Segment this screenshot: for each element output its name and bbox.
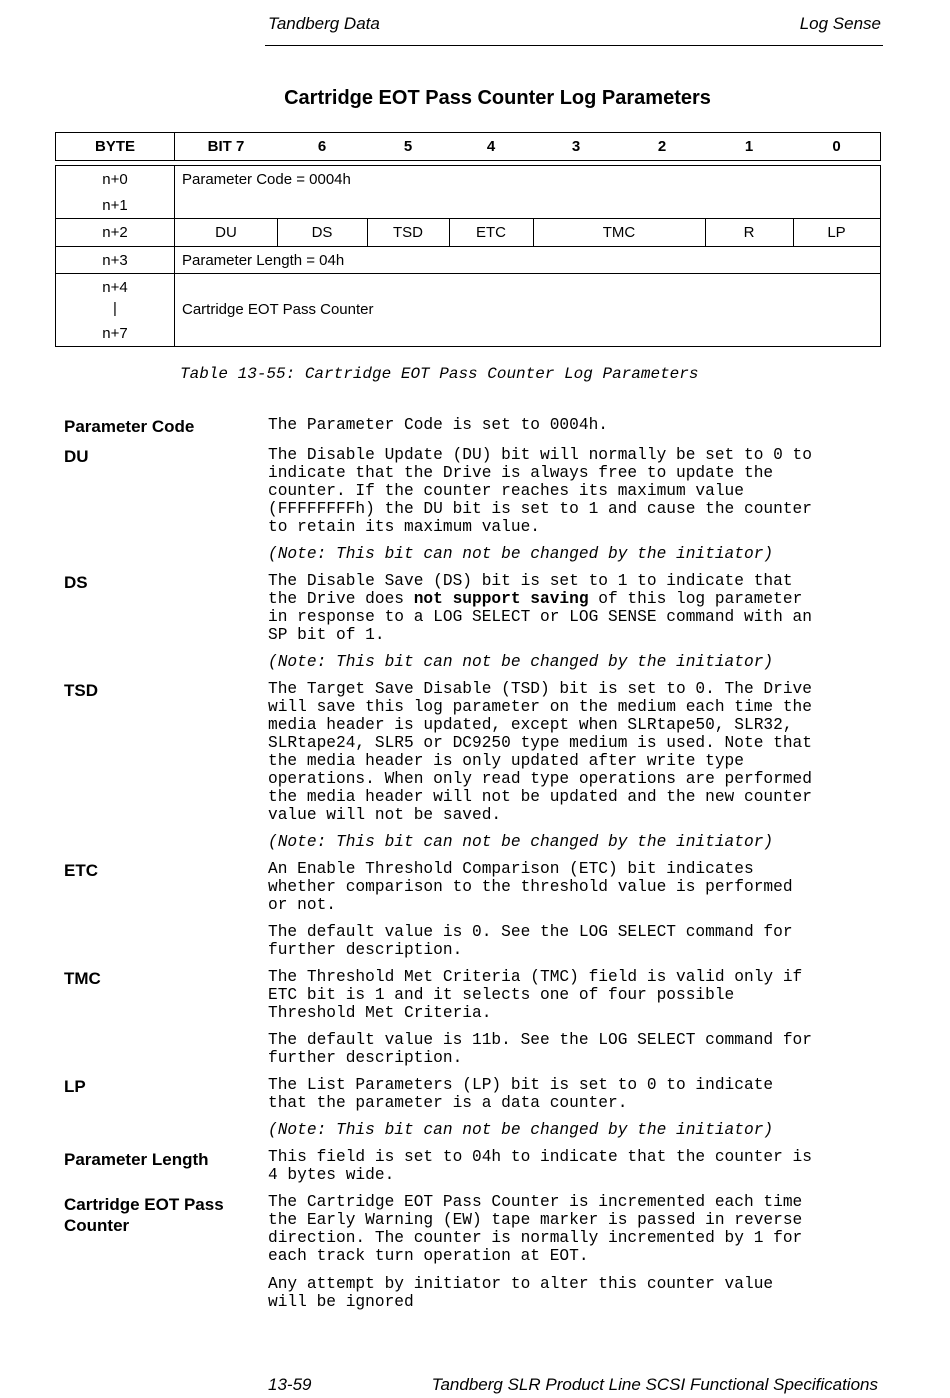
th-bit2: 2: [657, 138, 667, 155]
parameter-code-cell: Parameter Code = 0004h: [182, 171, 351, 188]
th-bit7: BIT 7: [207, 138, 245, 155]
th-bit1: 1: [744, 138, 754, 155]
desc-etc-default: The default value is 0. See the LOG SELECT command for further description.: [268, 923, 793, 959]
bit-lp: LP: [827, 224, 846, 241]
byte-n4: n+4: [102, 279, 128, 296]
header-left: Tandberg Data: [268, 14, 380, 33]
bit-ds: DS: [311, 224, 333, 241]
desc-parameter-length: This field is set to 04h to indicate that the counter is 4 bytes wide.: [268, 1148, 812, 1184]
byte-n1: n+1: [102, 197, 128, 214]
desc-ds: [268, 572, 888, 644]
parameter-length-cell: Parameter Length = 04h: [182, 252, 345, 269]
table-caption: Table 13-55: Cartridge EOT Pass Counter Log Parameters: [180, 365, 699, 383]
th-bit6: 6: [317, 138, 327, 155]
desc-eot-pass-counter-note: Any attempt by initiator to alter this counter value will be ignored: [268, 1275, 774, 1311]
term-ds: DS: [64, 573, 88, 592]
term-etc: ETC: [64, 861, 98, 880]
bit-etc: ETC: [476, 224, 506, 241]
bit-r: R: [743, 224, 755, 241]
desc-du: The Disable Update (DU) bit will normally be set to 0 to indicate that the Drive is always free to update the counter. If the counter reaches its maximum value (FFFFFFFFh) the DU bit is set to 1 and cause the counter to retain its maximum value.: [268, 446, 812, 536]
bit-du: DU: [215, 224, 237, 241]
term-lp: LP: [64, 1077, 86, 1096]
term-tsd: TSD: [64, 681, 98, 700]
footer-document-title: Tandberg SLR Product Line SCSI Functional Specifications: [431, 1375, 878, 1394]
table-divider: [174, 165, 175, 347]
table-rule: [55, 273, 881, 274]
bit-tmc: TMC: [602, 224, 636, 241]
term-eot-line2: Counter: [64, 1216, 130, 1235]
term-parameter-code: Parameter Code: [64, 417, 195, 436]
desc-etc: An Enable Threshold Comparison (ETC) bit indicates whether comparison to the threshold value is performed or not.: [268, 860, 793, 914]
header-rule: [265, 45, 883, 46]
term-tmc: TMC: [64, 969, 101, 988]
th-byte: BYTE: [94, 138, 135, 155]
term-eot-line1: Cartridge EOT Pass: [64, 1195, 224, 1214]
table-rule: [55, 218, 881, 219]
desc-tmc-default: The default value is 11b. See the LOG SELECT command for further description.: [268, 1031, 812, 1067]
byte-n0: n+0: [102, 171, 128, 188]
th-bit0: 0: [832, 138, 841, 155]
th-bit4: 4: [486, 138, 496, 155]
byte-n3: n+3: [102, 252, 128, 269]
note-tsd: (Note: This bit can not be changed by the initiator): [268, 833, 774, 851]
eot-counter-cell: Cartridge EOT Pass Counter: [182, 301, 374, 318]
note-ds: (Note: This bit can not be changed by the initiator): [268, 653, 774, 671]
table-rule: [55, 246, 881, 247]
page-title: Cartridge EOT Pass Counter Log Parameters: [284, 87, 711, 109]
page-number: 13-59: [268, 1375, 312, 1394]
desc-ds-part1: The Disable Save (DS) bit is set to 1 to indicate that the Drive does: [268, 572, 793, 608]
bit-tsd: TSD: [393, 224, 423, 241]
desc-tmc: The Threshold Met Criteria (TMC) field is valid only if ETC bit is 1 and it selects one of four possible Threshold Met Criteria.: [268, 968, 803, 1022]
note-du: (Note: This bit can not be changed by the initiator): [268, 545, 774, 563]
desc-ds-emphasis: not support saving: [413, 590, 589, 608]
th-bit3: 3: [571, 138, 581, 155]
desc-ds-part2: of this log parameter in response to a LOG SELECT or LOG SENSE command with an SP bit of 1.: [268, 590, 812, 644]
desc-eot-pass-counter: The Cartridge EOT Pass Counter is incremented each time the Early Warning (EW) tape marker is passed in reverse direction. The counter is normally incremented by 1 for each track turn operation at EOT.: [268, 1193, 803, 1265]
term-parameter-length: Parameter Length: [64, 1150, 209, 1169]
term-du: DU: [64, 447, 89, 466]
byte-range-separator: |: [113, 300, 117, 317]
note-lp: (Note: This bit can not be changed by the initiator): [268, 1121, 774, 1139]
desc-lp: The List Parameters (LP) bit is set to 0 to indicate that the parameter is a data counter.: [268, 1076, 774, 1112]
table-body-border: [55, 165, 881, 347]
term-eot-pass-counter: [64, 1194, 224, 1236]
desc-parameter-code: The Parameter Code is set to 0004h.: [268, 416, 608, 434]
byte-n2: n+2: [102, 224, 128, 241]
byte-n7: n+7: [102, 325, 128, 342]
desc-tsd: The Target Save Disable (TSD) bit is set to 0. The Drive will save this log parameter on the medium each time the media header is updated, except when SLRtape50, SLR32, SLRtape24, SLR5 or DC9250 type medium is used. Note that the media header is only updated after write type operations. When only read type operations are performed the media header will not be updated and the new counter value will not be saved.: [268, 680, 812, 824]
header-right: Log Sense: [799, 14, 881, 33]
th-bit5: 5: [403, 138, 413, 155]
